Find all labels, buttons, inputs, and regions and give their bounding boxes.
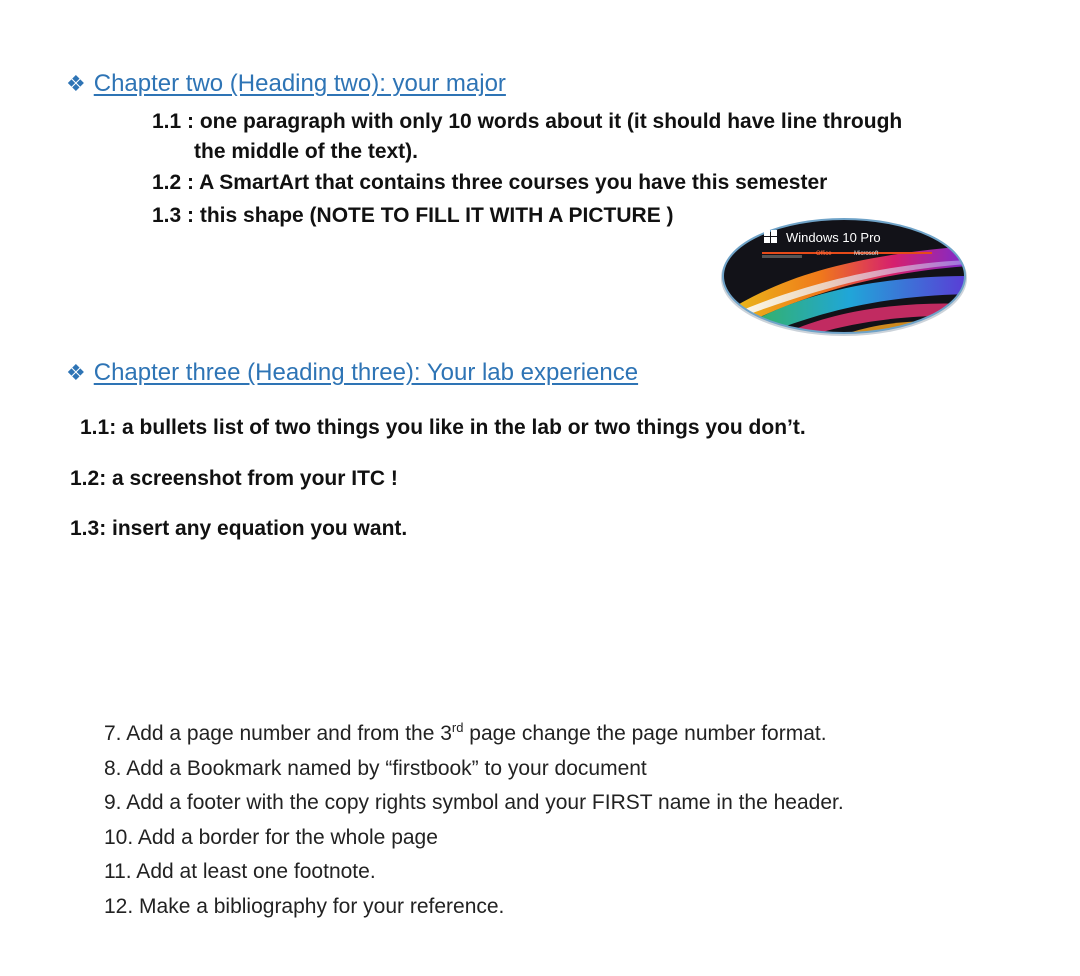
list-item: 9. Add a footer with the copy rights symbol and your FIRST name in the header. xyxy=(104,791,844,815)
item-text: 1.1 : one paragraph with only 10 words about it (it should have line through xyxy=(152,110,903,133)
chapter-two-item-1 xyxy=(152,107,902,167)
chapter-two-title: Chapter two (Heading two): your major xyxy=(93,70,506,97)
list-item: 8. Add a Bookmark named by “firstbook” to your document xyxy=(104,756,647,780)
ordinal-superscript: rd xyxy=(451,720,464,735)
chapter-three-title: Chapter three (Heading three): Your lab experience xyxy=(93,359,639,386)
disc-label-office: Office xyxy=(816,251,832,257)
chapter-three-heading xyxy=(66,359,638,387)
list-item-text-end: page change the page number format. xyxy=(463,722,827,745)
list-item xyxy=(104,711,844,752)
windows-disc-picture xyxy=(720,216,968,336)
list-item-text: 7. Add a page number and from the 3 xyxy=(104,722,452,745)
disc-title: Windows 10 Pro xyxy=(786,230,881,245)
chapter-two-heading xyxy=(66,70,506,98)
chapter-two-item-2: 1.2 : A SmartArt that contains three courses you have this semester xyxy=(152,171,828,194)
diamond-bullet-icon: ❖ xyxy=(66,360,86,385)
chapter-three-item-1: 1.1: a bullets list of two things you like in the lab or two things you don’t. xyxy=(80,416,806,439)
chapter-two-item-3: 1.3 : this shape (NOTE TO FILL IT WITH A PICTURE ) xyxy=(152,204,674,227)
chapter-three-item-2: 1.2: a screenshot from your ITC ! xyxy=(70,467,398,490)
item-text-continued: the middle of the text). xyxy=(194,140,419,163)
disc-label-microsoft: Microsoft xyxy=(854,251,879,257)
list-item: 12. Make a bibliography for your reference. xyxy=(104,894,505,918)
list-item: 10. Add a border for the whole page xyxy=(104,825,438,849)
diamond-bullet-icon: ❖ xyxy=(66,71,86,96)
list-item: 11. Add at least one footnote. xyxy=(104,860,376,884)
instruction-list xyxy=(104,711,844,925)
chapter-three-item-3: 1.3: insert any equation you want. xyxy=(70,517,408,540)
